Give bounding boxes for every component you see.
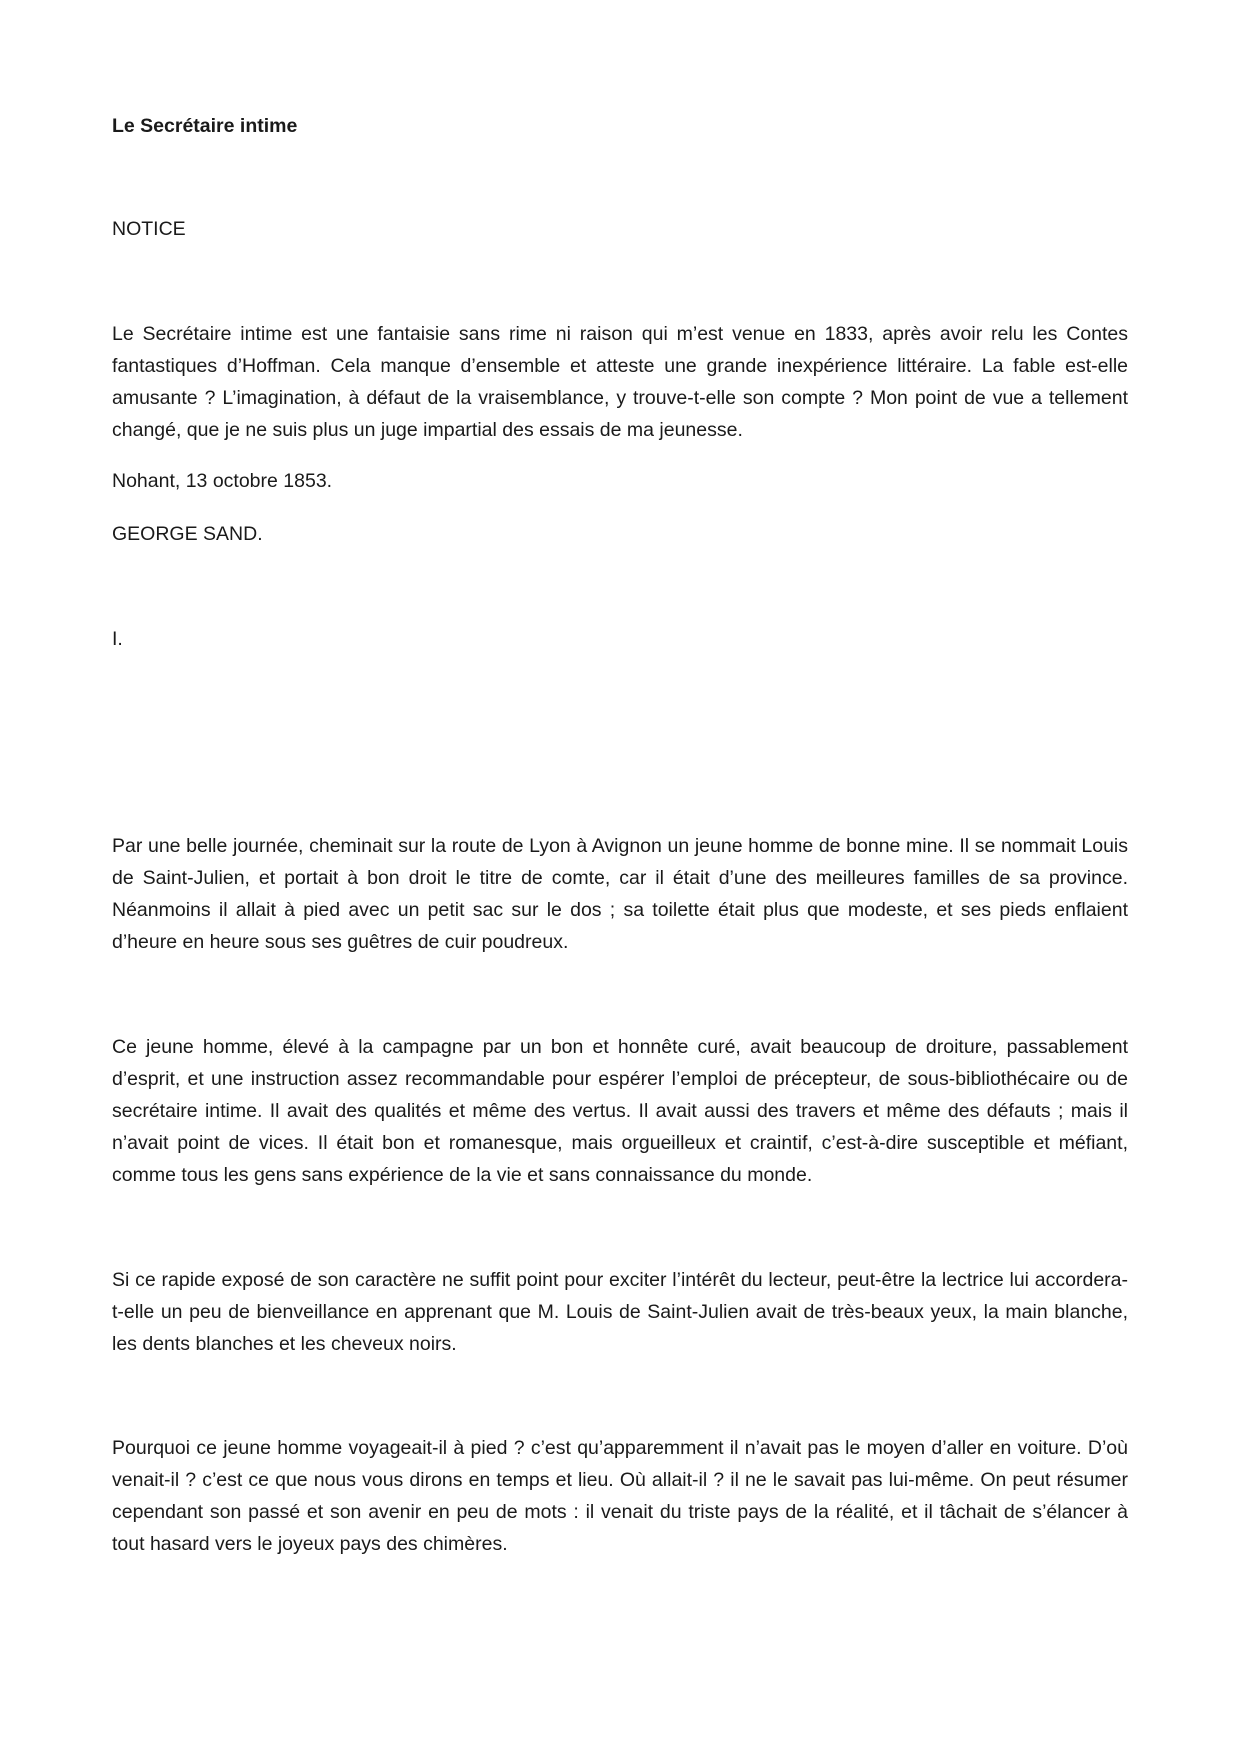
document-title: Le Secrétaire intime bbox=[112, 115, 298, 137]
notice-paragraph: Le Secrétaire intime est une fantaisie sans rime ni raison qui m’est venue en 1833, après avoir relu les Contes fantastiques d’Hoffman. Cela manque d’ensemble et atteste une grande inexpérience littéraire. La fable est-elle amusante ? L’imagination, à défaut de la vraisemblance, y trouve-t-elle son compte ? Mon point de vue a tellement changé, que je ne suis plus un juge impartial des essais de ma jeunesse. bbox=[112, 323, 1128, 441]
body-paragraph-3: Si ce rapide exposé de son caractère ne suffit point pour exciter l’intérêt du lecteur, peut-être la lectrice lui accordera-t-elle un peu de bienveillance en apprenant que M. Louis de Saint-Julien avait de très-beaux yeux, la main blanche, les dents blanches et les cheveux noirs. bbox=[112, 1269, 1128, 1355]
chapter-number: I. bbox=[112, 628, 123, 650]
place-date: Nohant, 13 octobre 1853. bbox=[112, 470, 333, 492]
body-paragraph-2: Ce jeune homme, élevé à la campagne par un bon et honnête curé, avait beaucoup de droiture, passablement d’esprit, et une instruction assez recommandable pour espérer l’emploi de précepteur, de sous-bibliothécaire ou de secrétaire intime. Il avait des qualités et même des vertus. Il avait aussi des travers et même des défauts ; mais il n’avait point de vices. Il était bon et romanesque, mais orgueilleux et craintif, c’est-à-dire susceptible et méfiant, comme tous les gens sans expérience de la vie et sans connaissance du monde. bbox=[112, 1036, 1128, 1186]
body-paragraph-4: Pourquoi ce jeune homme voyageait-il à pied ? c’est qu’apparemment il n’avait pas le moyen d’aller en voiture. D’où venait-il ? c’est ce que nous vous dirons en temps et lieu. Où allait-il ? il ne le savait pas lui-même. On peut résumer cependant son passé et son avenir en peu de mots : il venait du triste pays de la réalité, et il tâchait de s’élancer à tout hasard vers le joyeux pays des chimères. bbox=[112, 1437, 1128, 1555]
signature: GEORGE SAND. bbox=[112, 523, 263, 545]
body-paragraph-1: Par une belle journée, cheminait sur la route de Lyon à Avignon un jeune homme de bonne mine. Il se nommait Louis de Saint-Julien, et portait à bon droit le titre de comte, car il était d’une des meilleures familles de sa province. Néanmoins il allait à pied avec un petit sac sur le dos ; sa toilette était plus que modeste, et ses pieds enflaient d’heure en heure sous ses guêtres de cuir poudreux. bbox=[112, 835, 1128, 953]
notice-heading: NOTICE bbox=[112, 218, 186, 240]
